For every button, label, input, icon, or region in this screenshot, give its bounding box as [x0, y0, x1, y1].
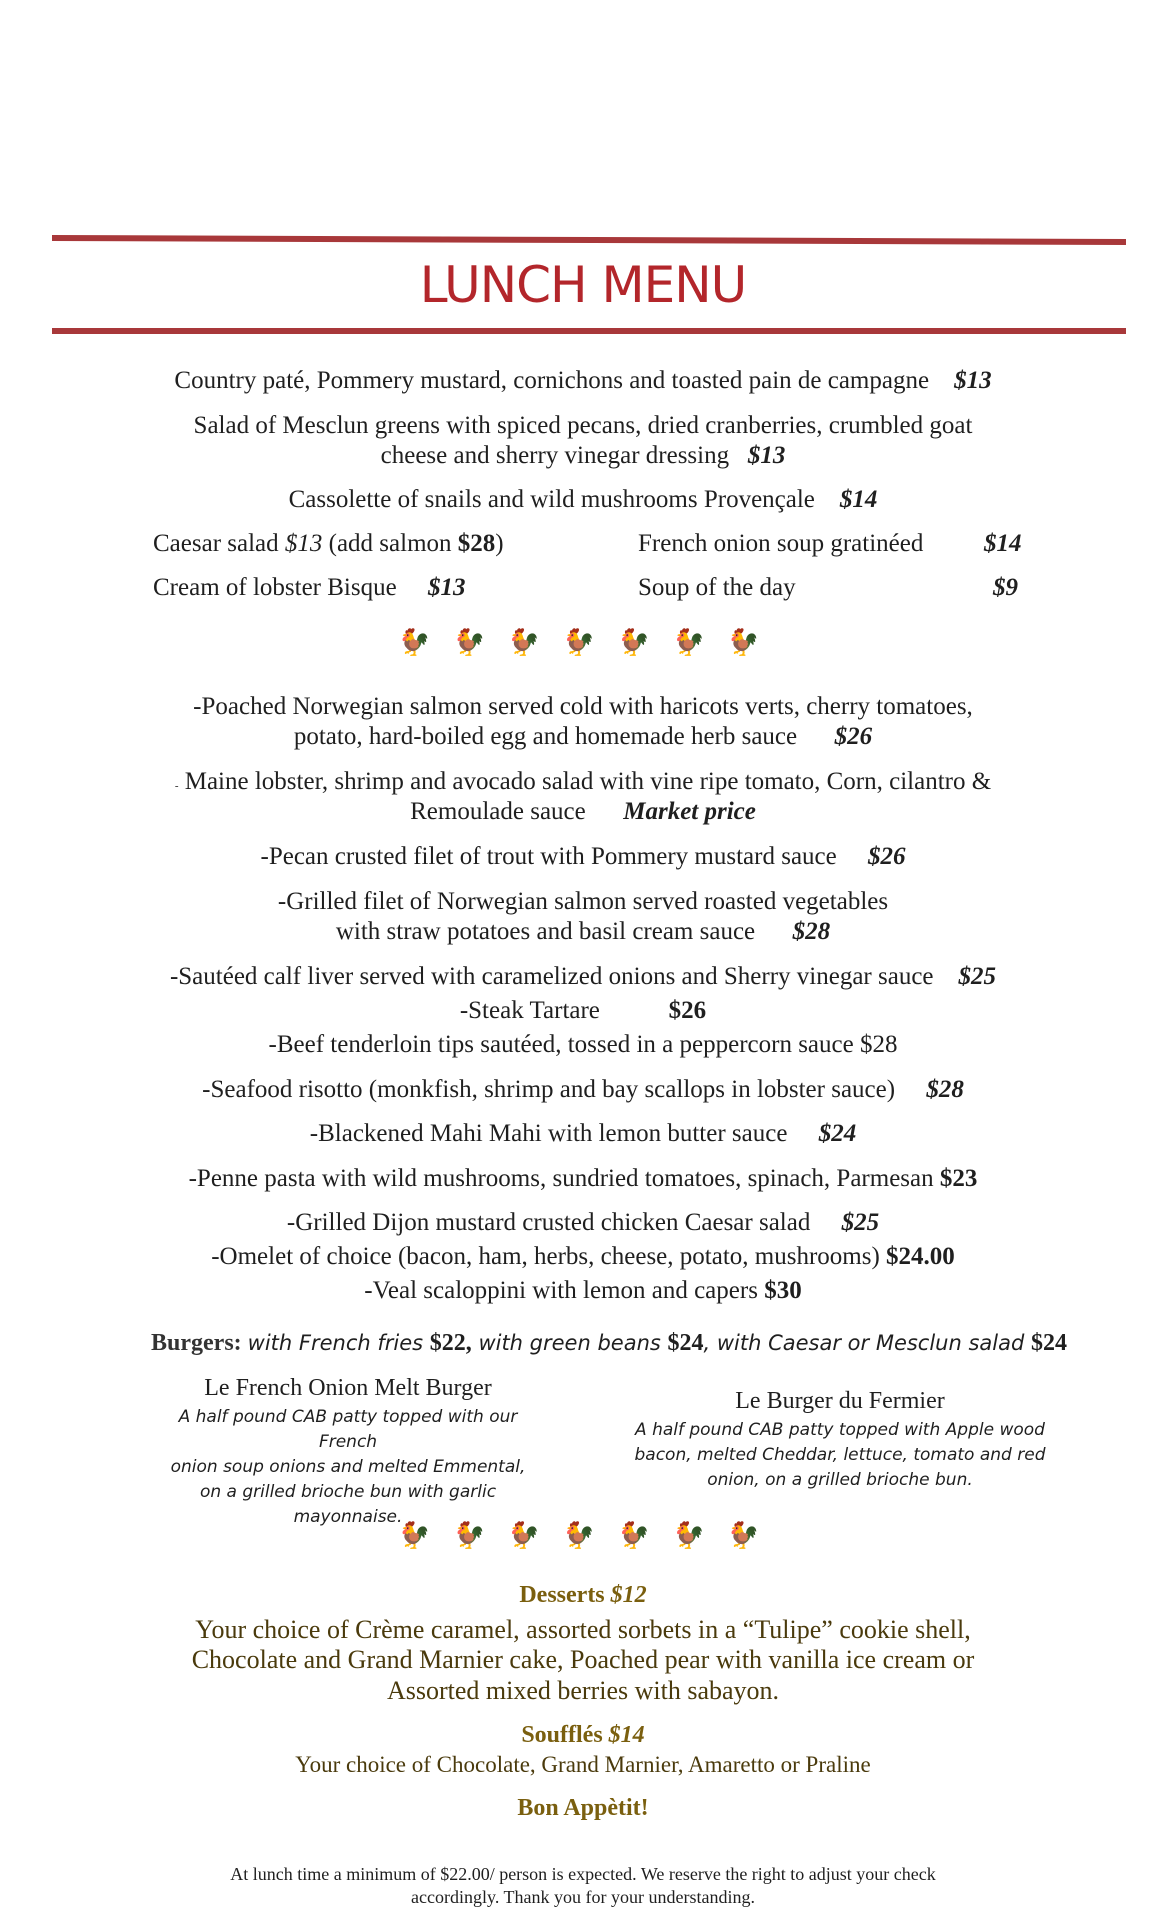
starter-caesar: [153, 528, 504, 559]
footer-note-line2: accordingly. Thank you for your understanding.: [411, 1887, 755, 1907]
item-price: $25: [841, 1209, 880, 1236]
starter-salad-line1: Salad of Mesclun greens with spiced pecans, dried cranberries, crumbled goat: [193, 412, 973, 439]
main-tartare: [0, 995, 1166, 1026]
starter-bisque: Cream of lobster Bisque: [153, 574, 397, 601]
item-text: -Veal scaloppini with lemon and capers: [364, 1277, 765, 1304]
burgers-line: [151, 1328, 1067, 1359]
item-price: $13: [284, 530, 323, 557]
main-trout: [0, 841, 1166, 872]
desc-line: A half pound CAB patty topped with our French: [178, 1407, 518, 1452]
item-text: with straw potatoes and basil cream sauce: [335, 918, 756, 945]
starter-onion-soup: French onion soup gratinéed: [638, 530, 924, 557]
starter-snails: [0, 484, 1166, 515]
item-price: $13: [747, 442, 786, 469]
item-price: $26: [834, 723, 873, 750]
item-text: ): [495, 530, 504, 557]
main-omelet: [0, 1241, 1166, 1272]
burgers-fries-price: $22,: [429, 1330, 472, 1356]
item-text: (add salmon: [322, 530, 458, 557]
section-price: $12: [610, 1582, 647, 1608]
item-price: $24.00: [886, 1243, 955, 1270]
desserts-title: [0, 1580, 1166, 1611]
section-title: Soufflés: [521, 1722, 603, 1748]
item-text: -Sautéed calf liver served with caramelized onions and Sherry vinegar sauce: [169, 963, 934, 990]
main-beef: -Beef tenderloin tips sautéed, tossed in a peppercorn sauce $28: [268, 1031, 898, 1058]
item-text: -Grilled Dijon mustard crusted chicken Caesar salad: [286, 1209, 811, 1236]
dash-mark: -: [174, 780, 179, 792]
burgers-beans-price: $24: [667, 1330, 704, 1356]
section-price: $14: [608, 1722, 645, 1748]
item-text: cheese and sherry vinegar dressing: [380, 442, 730, 469]
item-text: -Penne pasta with wild mushrooms, sundried tomatoes, spinach, Parmesan: [188, 1165, 940, 1192]
desc-line: mayonnaise.: [293, 1507, 403, 1527]
desserts-line1: Your choice of Crème caramel, assorted sorbets in a “Tulipe” cookie shell,: [195, 1615, 971, 1644]
item-text: -Omelet of choice (bacon, ham, herbs, cheese, potato, mushrooms): [211, 1243, 887, 1270]
main-liver: [0, 961, 1166, 992]
item-text: -Steak Tartare: [459, 997, 600, 1024]
item-text: Remoulade sauce: [410, 798, 586, 825]
starter-bisque-price: $13: [428, 574, 466, 601]
item-price: $23: [939, 1165, 978, 1192]
starter-soup-day: Soup of the day: [638, 574, 796, 601]
burgers-salad-price: $24: [1031, 1330, 1067, 1356]
closing-text: Bon Appètit!: [517, 1795, 649, 1821]
footer-note-line1: At lunch time a minimum of $22.00/ person is expected. We reserve the right to adjust your check: [230, 1864, 936, 1884]
item-price: $28: [457, 530, 496, 557]
item-text: -Blackened Mahi Mahi with lemon butter sauce: [309, 1120, 788, 1147]
item-text: Cassolette of snails and wild mushrooms Provençale: [288, 486, 815, 513]
main-salmon-grilled-line1: -Grilled filet of Norwegian salmon served roasted vegetables: [277, 888, 889, 915]
main-penne: [0, 1163, 1166, 1194]
burger-melt: [148, 1373, 548, 1530]
main-veal: [0, 1275, 1166, 1306]
desc-line: A half pound CAB patty topped with Apple wood: [635, 1420, 1045, 1440]
burger-melt-name: Le French Onion Melt Burger: [204, 1375, 492, 1401]
main-salmon-grilled-line2: [0, 916, 1166, 947]
item-price: $14: [839, 486, 878, 513]
item-text: Caesar salad: [153, 530, 285, 557]
item-text: potato, hard-boiled egg and homemade herb sauce: [293, 723, 798, 750]
main-mahi: [0, 1118, 1166, 1149]
burgers-label: Burgers:: [151, 1330, 242, 1356]
item-price: $28: [926, 1076, 964, 1103]
item-price: $28: [792, 918, 831, 945]
top-rule: [52, 235, 1126, 245]
desserts-line3: Assorted mixed berries with sabayon.: [386, 1676, 780, 1705]
main-risotto: [0, 1074, 1166, 1105]
starter-salad-line2: [0, 440, 1166, 471]
rooster-divider: 🐓 🐓 🐓 🐓 🐓 🐓 🐓: [398, 628, 768, 657]
starter-pate: [0, 365, 1166, 396]
section-title: Desserts: [519, 1582, 605, 1608]
item-text: -Seafood risotto (monkfish, shrimp and bay scallops in lobster sauce): [202, 1076, 896, 1103]
burgers-fries: with French fries: [247, 1331, 430, 1355]
item-text: Maine lobster, shrimp and avocado salad with vine ripe tomato, Corn, cilantro &: [184, 768, 992, 795]
burger-fermier-desc: [630, 1418, 1050, 1493]
item-price: $24: [818, 1120, 857, 1147]
burger-melt-desc: [148, 1405, 548, 1530]
burger-fermier-name: Le Burger du Fermier: [735, 1388, 945, 1414]
item-text: -Pecan crusted filet of trout with Pommery mustard sauce: [260, 843, 837, 870]
rooster-divider: 🐓 🐓 🐓 🐓 🐓 🐓 🐓: [398, 1521, 768, 1550]
desc-line: bacon, melted Cheddar, lettuce, tomato and red: [634, 1445, 1046, 1465]
item-text: Country paté, Pommery mustard, cornichons and toasted pain de campagne: [174, 367, 930, 394]
desc-line: onion soup onions and melted Emmental,: [170, 1457, 526, 1477]
item-price: $26: [867, 843, 906, 870]
desc-line: on a grilled brioche bun with garlic: [199, 1482, 497, 1502]
main-chicken: [0, 1207, 1166, 1238]
item-price: $26: [668, 997, 707, 1024]
main-salmon-cold-line2: [0, 721, 1166, 752]
burgers-beans: with green beans: [471, 1331, 668, 1355]
page-title: LUNCH MENU: [419, 256, 747, 314]
item-price: $13: [954, 367, 992, 394]
bottom-rule: [52, 328, 1126, 334]
main-salmon-cold-line1: -Poached Norwegian salmon served cold with haricots verts, cherry tomatoes,: [193, 693, 973, 720]
desc-line: onion, on a grilled brioche bun.: [707, 1470, 973, 1490]
item-price: Market price: [623, 798, 756, 825]
starter-soup-day-price: $9: [993, 574, 1018, 601]
souffles-title: [0, 1720, 1166, 1751]
item-price: $25: [958, 963, 997, 990]
burgers-salad: , with Caesar or Mesclun salad: [703, 1331, 1031, 1355]
burger-fermier: [630, 1386, 1050, 1493]
starter-onion-soup-price: $14: [984, 530, 1022, 557]
desserts-line2: Chocolate and Grand Marnier cake, Poached pear with vanilla ice cream or: [191, 1645, 975, 1674]
main-lobster-line2: [0, 796, 1166, 827]
item-price: $30: [764, 1277, 802, 1304]
souffles-text: Your choice of Chocolate, Grand Marnier, Amaretto or Praline: [295, 1752, 871, 1777]
